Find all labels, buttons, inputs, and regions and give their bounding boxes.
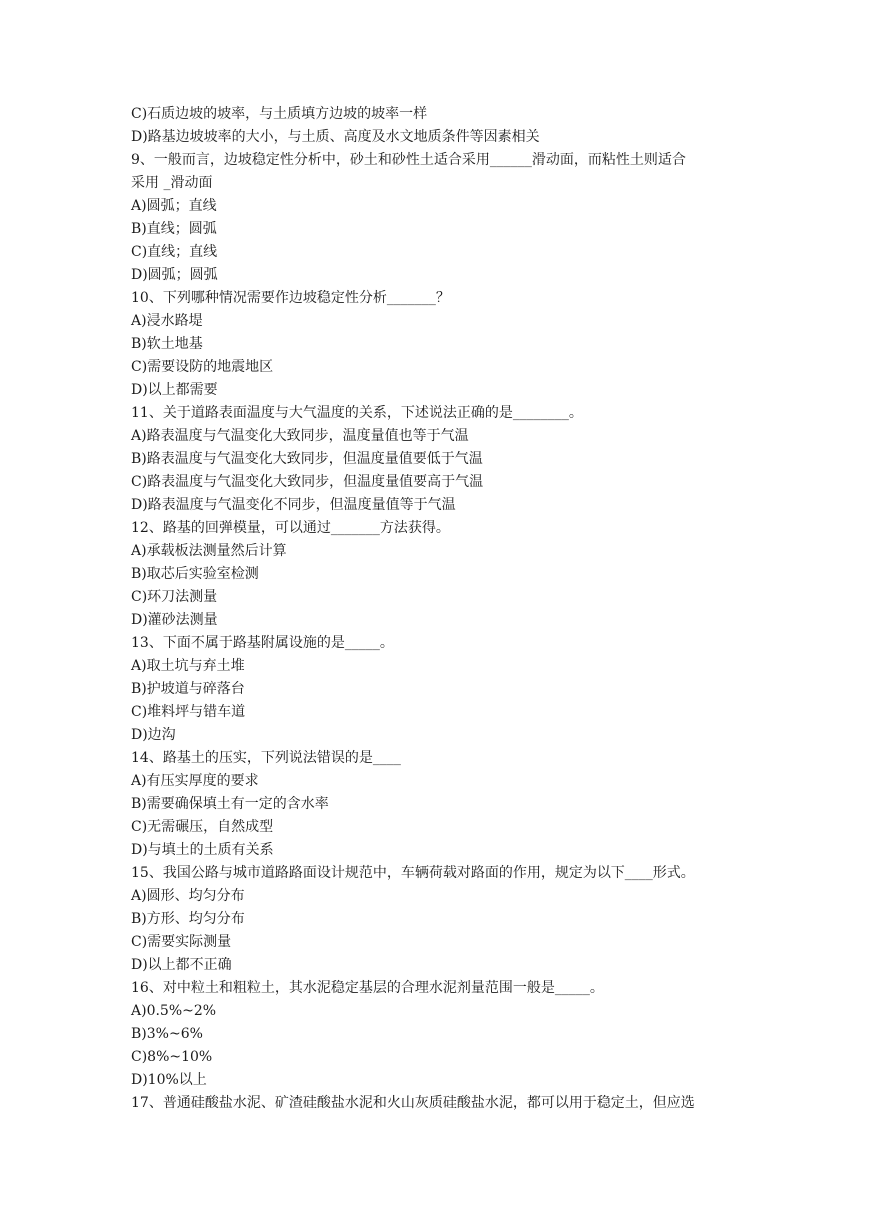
question-line: 13、下面不属于路基附属设施的是_____。	[131, 635, 394, 651]
option-line: A)有压实厚度的要求	[131, 773, 259, 789]
option-line: D)边沟	[131, 727, 176, 743]
option-line: B)护坡道与碎落台	[131, 681, 245, 697]
option-line: D)路表温度与气温变化不同步，但温度量值等于气温	[131, 497, 456, 513]
option-line: A)取土坑与弃土堆	[131, 658, 245, 674]
option-line: A)圆形、均匀分布	[131, 888, 245, 904]
text-line: C)石质边坡的坡率，与土质填方边坡的坡率一样	[131, 106, 428, 122]
option-line: C)8%~10%	[131, 1049, 213, 1065]
option-line: A)承载板法测量然后计算	[131, 543, 287, 559]
question-line: 16、对中粒土和粗粒土，其水泥稳定基层的合理水泥剂量范围一般是_____。	[131, 980, 604, 996]
option-line: D)10%以上	[131, 1072, 207, 1088]
option-line: B)取芯后实验室检测	[131, 566, 259, 582]
option-line: B)直线；圆弧	[131, 221, 217, 237]
option-line: C)直线；直线	[131, 244, 218, 260]
question-line: 17、普通硅酸盐水泥、矿渣硅酸盐水泥和火山灰质硅酸盐水泥，都可以用于稳定土，但应选	[131, 1095, 695, 1111]
question-line: 9、一般而言，边坡稳定性分析中，砂土和砂性土适合采用______滑动面，而粘性土则适合	[131, 152, 686, 168]
option-line: D)灌砂法测量	[131, 612, 218, 628]
option-line: B)路表温度与气温变化大致同步，但温度量值要低于气温	[131, 451, 483, 467]
question-line: 10、下列哪种情况需要作边坡稳定性分析_______？	[131, 290, 450, 306]
option-line: B)需要确保填土有一定的含水率	[131, 796, 329, 812]
question-line: 14、路基土的压实，下列说法错误的是____	[131, 750, 401, 766]
option-line: A)圆弧；直线	[131, 198, 217, 214]
option-line: A)浸水路堤	[131, 313, 203, 329]
option-line: A)路表温度与气温变化大致同步，温度量值也等于气温	[131, 428, 469, 444]
question-line: 11、关于道路表面温度与大气温度的关系，下述说法正确的是________。	[131, 405, 583, 421]
question-line: 12、路基的回弹模量，可以通过_______方法获得。	[131, 520, 450, 536]
option-line: C)需要设防的地震地区	[131, 359, 274, 375]
document-page	[131, 103, 751, 1115]
option-line: C)需要实际测量	[131, 934, 232, 950]
option-line: B)软土地基	[131, 336, 203, 352]
question-line: 15、我国公路与城市道路路面设计规范中，车辆荷载对路面的作用，规定为以下____形式。	[131, 865, 695, 881]
option-line: D)以上都需要	[131, 382, 218, 398]
option-line: C)路表温度与气温变化大致同步，但温度量值要高于气温	[131, 474, 484, 490]
option-line: A)0.5%~2%	[131, 1003, 217, 1019]
option-line: D)圆弧；圆弧	[131, 267, 218, 283]
option-line: D)以上都不正确	[131, 957, 232, 973]
option-line: B)方形、均匀分布	[131, 911, 245, 927]
text-line: D)路基边坡坡率的大小，与土质、高度及水文地质条件等因素相关	[131, 129, 540, 145]
question-line: 采用 _滑动面	[131, 175, 213, 191]
option-line: C)堆料坪与错车道	[131, 704, 246, 720]
option-line: B)3%~6%	[131, 1026, 203, 1042]
option-line: D)与填土的土质有关系	[131, 842, 274, 858]
option-line: C)无需碾压，自然成型	[131, 819, 274, 835]
option-line: C)环刀法测量	[131, 589, 218, 605]
